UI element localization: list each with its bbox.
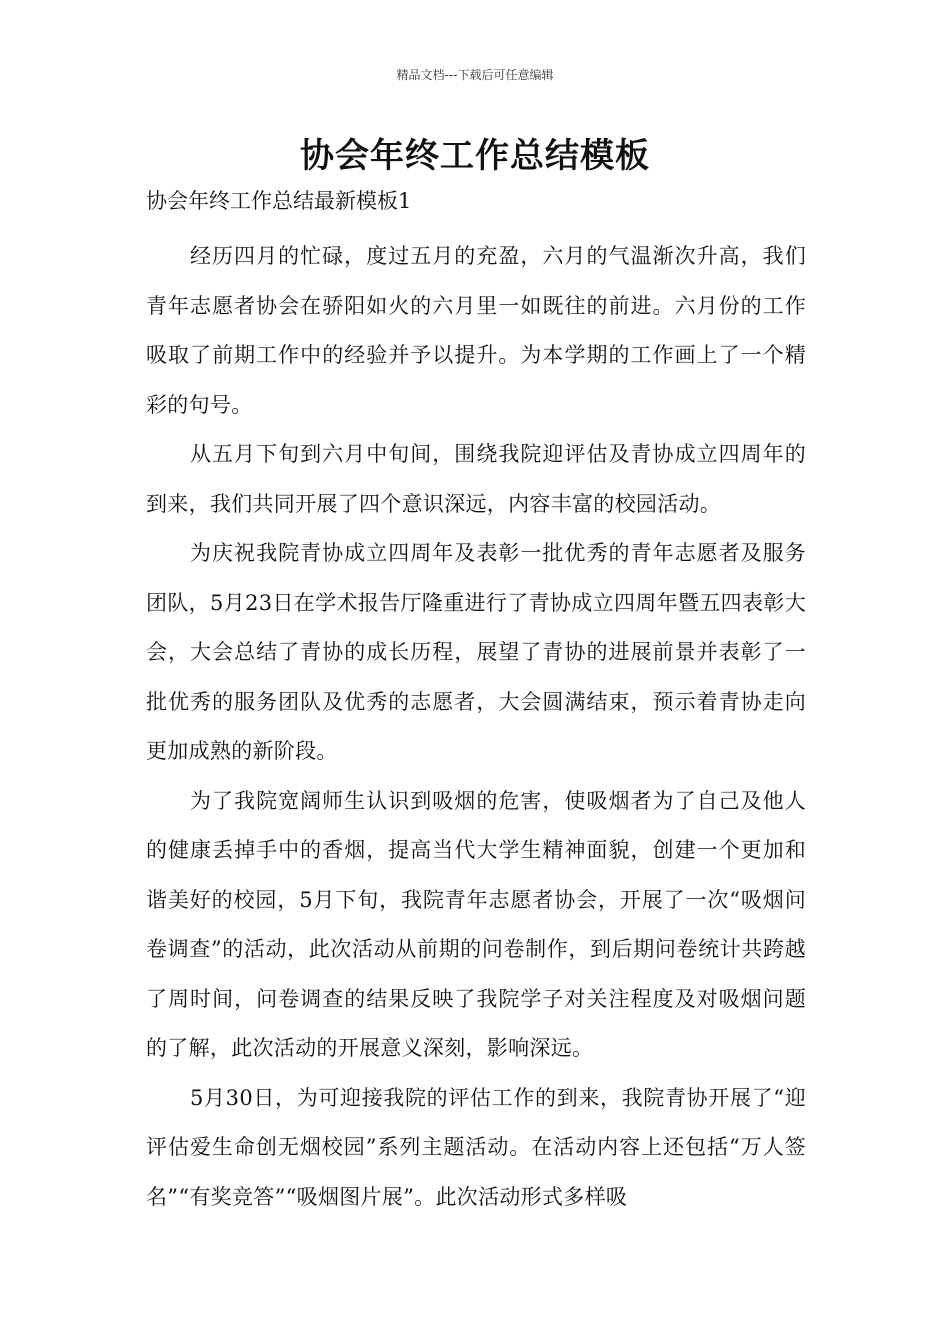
document-title: 协会年终工作总结模板 (300, 136, 650, 176)
paragraph: 为了我院宽阔师生认识到吸烟的危害，使吸烟者为了自己及他人的健康丢掉手中的香烟，提高当代大学生精神面貌，创建一个更加和谐美好的校园，5月下旬，我院青年志愿者协会，开展了一次“吸烟问卷调查”的活动，此次活动从前期的问卷制作，到后期问卷统计共跨越了周时间，问卷调查的结果反映了我院学子对关注程度及对吸烟问题的了解，此次活动的开展意义深刻，影响深远。 (146, 788, 806, 1060)
header-note: 精品文档---下载后可任意编辑 (396, 68, 554, 82)
paragraph: 为庆祝我院青协成立四周年及表彰一批优秀的青年志愿者及服务团队，5月23日在学术报告厅隆重进行了青协成立四周年暨五四表彰大会，大会总结了青协的成长历程，展望了青协的进展前景并表彰了一批优秀的服务团队及优秀的志愿者，大会圆满结束，预示着青协走向更加成熟的新阶段。 (146, 541, 806, 763)
paragraph: 经历四月的忙碌，度过五月的充盈，六月的气温渐次升高，我们青年志愿者协会在骄阳如火的六月里一如既往的前进。六月份的工作吸取了前期工作中的经验并予以提升。为本学期的工作画上了一个精彩的句号。 (146, 244, 806, 417)
document-subtitle: 协会年终工作总结最新模板1 (146, 189, 412, 213)
paragraph: 5月30日，为可迎接我院的评估工作的到来，我院青协开展了“迎评估爱生命创无烟校园”系列主题活动。在活动内容上还包括“万人签名”“有奖竞答”“吸烟图片展”。此次活动形式多样吸 (146, 1085, 806, 1209)
paragraph: 从五月下旬到六月中旬间，围绕我院迎评估及青协成立四周年的到来，我们共同开展了四个意识深远，内容丰富的校园活动。 (146, 442, 806, 516)
document-body (146, 232, 806, 1222)
